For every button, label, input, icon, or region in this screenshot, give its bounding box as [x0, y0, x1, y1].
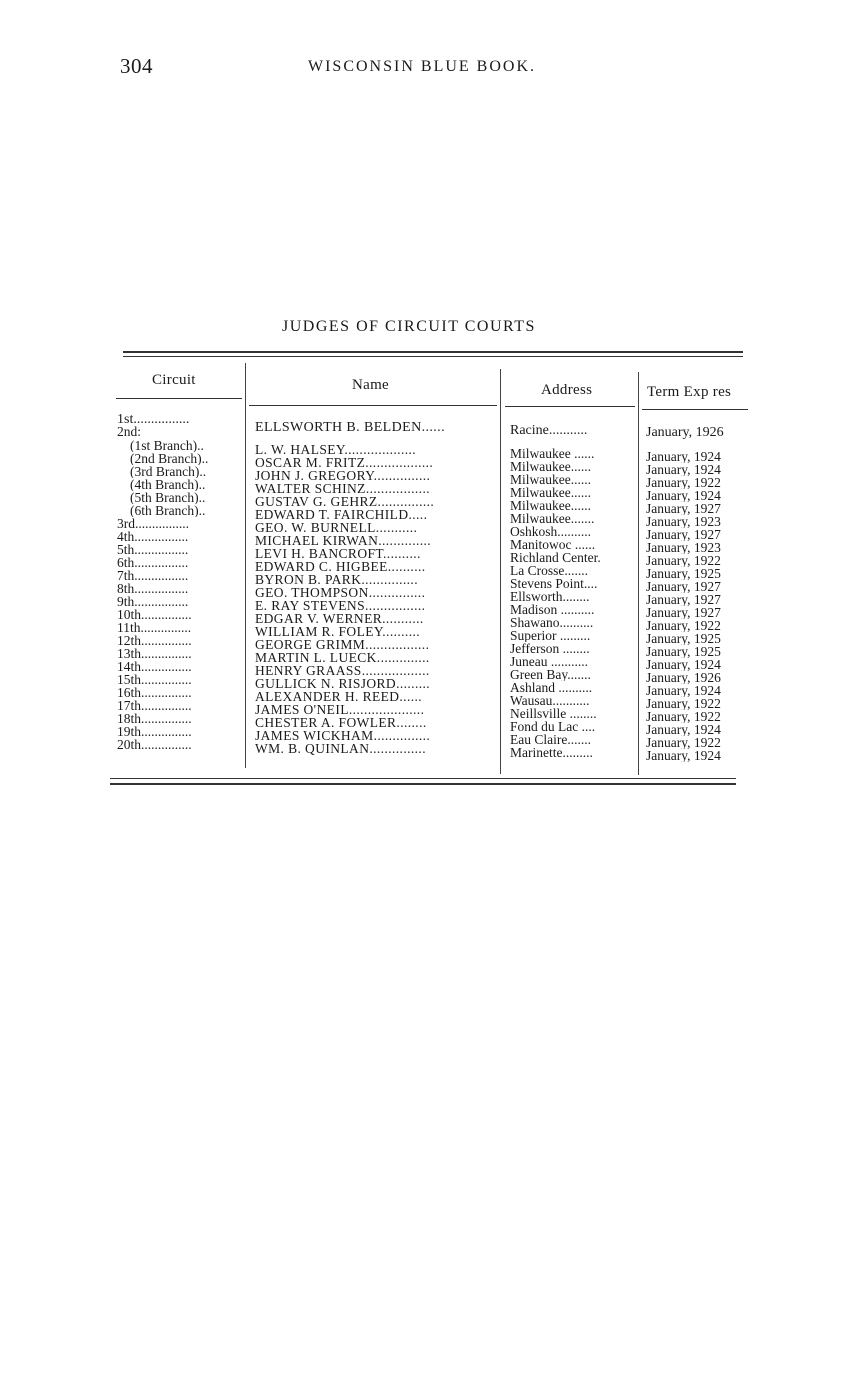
term-cell: January, 1925 — [646, 567, 721, 580]
circuit-cell: 11th............... — [117, 621, 192, 634]
term-cell: January, 1922 — [646, 554, 721, 567]
circuit-cell: 16th............... — [117, 686, 192, 699]
name-cell: ELLSWORTH B. BELDEN...... — [255, 421, 445, 434]
term-cell: January, 1924 — [646, 749, 721, 762]
address-cell: Jefferson ........ — [510, 642, 590, 655]
term-cell: January, 1922 — [646, 736, 721, 749]
name-cell: HENRY GRAASS.................. — [255, 664, 430, 677]
term-cell: January, 1924 — [646, 658, 721, 671]
term-cell: January, 1924 — [646, 489, 721, 502]
term-cell: January, 1927 — [646, 606, 721, 619]
header-underline-circuit — [116, 398, 242, 399]
circuit-cell: (5th Branch).. — [130, 491, 206, 504]
address-cell: Richland Center. — [510, 551, 601, 564]
name-cell: JAMES O'NEIL.................... — [255, 703, 425, 716]
address-cell: Marinette......... — [510, 746, 593, 759]
address-cell: Stevens Point.... — [510, 577, 598, 590]
name-cell: EDWARD C. HIGBEE.......... — [255, 560, 426, 573]
page-number: 304 — [120, 54, 153, 78]
circuit-cell: (1st Branch).. — [130, 439, 204, 452]
term-cell: January, 1922 — [646, 710, 721, 723]
term-cell: January, 1927 — [646, 502, 721, 515]
circuit-cell: 7th................ — [117, 569, 189, 582]
name-cell: WM. B. QUINLAN............... — [255, 742, 426, 755]
circuit-cell: 10th............... — [117, 608, 192, 621]
term-cell: January, 1924 — [646, 723, 721, 736]
term-cell: January, 1927 — [646, 593, 721, 606]
circuit-cell: 8th................ — [117, 582, 189, 595]
table-row — [0, 425, 859, 438]
table-row — [0, 738, 859, 762]
address-cell: Ashland .......... — [510, 681, 593, 694]
circuit-cell: 13th............... — [117, 647, 192, 660]
address-cell: Madison .......... — [510, 603, 595, 616]
address-cell: Ellsworth........ — [510, 590, 590, 603]
address-cell: La Crosse....... — [510, 564, 588, 577]
address-cell: Shawano.......... — [510, 616, 594, 629]
circuit-cell: (3rd Branch).. — [130, 465, 207, 478]
term-cell: January, 1924 — [646, 684, 721, 697]
bottom-rule-secondary — [110, 783, 736, 785]
name-cell: EDGAR V. WERNER........... — [255, 612, 424, 625]
name-cell: GEO. W. BURNELL........... — [255, 521, 418, 534]
circuit-cell: 4th................ — [117, 530, 189, 543]
circuit-cell: 19th............... — [117, 725, 192, 738]
address-cell: Milwaukee....... — [510, 512, 595, 525]
circuit-cell: 20th............... — [117, 738, 192, 751]
column-header-name: Name — [352, 377, 390, 393]
address-cell: Milwaukee...... — [510, 460, 591, 473]
name-cell: GUSTAV G. GEHRZ............... — [255, 495, 435, 508]
circuit-cell: 14th............... — [117, 660, 192, 673]
table-title: JUDGES OF CIRCUIT COURTS — [282, 318, 536, 335]
address-cell: Milwaukee...... — [510, 473, 591, 486]
circuit-cell: 12th............... — [117, 634, 192, 647]
address-cell: Superior ......... — [510, 629, 591, 642]
circuit-cell: 1st................ — [117, 413, 190, 426]
term-cell: January, 1925 — [646, 645, 721, 658]
address-cell: Milwaukee...... — [510, 486, 591, 499]
column-header-address: Address — [541, 382, 593, 398]
term-cell: January, 1923 — [646, 515, 721, 528]
term-cell: January, 1927 — [646, 580, 721, 593]
circuit-cell: 9th................ — [117, 595, 189, 608]
name-cell: GULLICK N. RISJORD......... — [255, 677, 431, 690]
name-cell: BYRON B. PARK............... — [255, 573, 418, 586]
name-cell: JAMES WICKHAM............... — [255, 729, 431, 742]
name-cell: E. RAY STEVENS................ — [255, 599, 426, 612]
address-cell: Eau Claire....... — [510, 733, 591, 746]
term-cell: January, 1926 — [646, 671, 721, 684]
term-cell: January, 1924 — [646, 463, 721, 476]
name-cell: OSCAR M. FRITZ.................. — [255, 456, 434, 469]
circuit-cell: (6th Branch).. — [130, 504, 206, 517]
name-cell: WILLIAM R. FOLEY.......... — [255, 625, 421, 638]
name-cell: L. W. HALSEY................... — [255, 443, 417, 456]
column-header-term: Term Exp res — [647, 384, 732, 400]
address-cell: Wausau........... — [510, 694, 590, 707]
term-cell: January, 1923 — [646, 541, 721, 554]
column-header-circuit: Circuit — [152, 372, 196, 388]
name-cell: CHESTER A. FOWLER........ — [255, 716, 427, 729]
circuit-cell: 3rd................ — [117, 517, 189, 530]
term-cell: January, 1924 — [646, 450, 721, 463]
circuit-cell: 5th................ — [117, 543, 189, 556]
name-cell: ALEXANDER H. REED...... — [255, 690, 423, 703]
address-cell: Neillsville ........ — [510, 707, 597, 720]
name-cell: WALTER SCHINZ................. — [255, 482, 431, 495]
name-cell: JOHN J. GREGORY............... — [255, 469, 431, 482]
term-cell: January, 1925 — [646, 632, 721, 645]
circuit-cell: 18th............... — [117, 712, 192, 725]
term-cell: January, 1922 — [646, 697, 721, 710]
term-cell: January, 1926 — [646, 426, 724, 439]
term-cell: January, 1922 — [646, 476, 721, 489]
address-cell: Oshkosh.......... — [510, 525, 592, 538]
name-cell: MICHAEL KIRWAN.............. — [255, 534, 432, 547]
header-underline-term — [642, 409, 748, 410]
address-cell: Juneau ........... — [510, 655, 588, 668]
name-cell: MARTIN L. LUECK.............. — [255, 651, 430, 664]
bottom-rule — [110, 778, 736, 779]
name-cell: LEVI H. BANCROFT.......... — [255, 547, 421, 560]
header-underline-address — [505, 406, 635, 407]
address-cell: Milwaukee...... — [510, 499, 591, 512]
circuit-cell: 2nd: — [117, 425, 142, 438]
term-cell: January, 1922 — [646, 619, 721, 632]
circuit-cell: (4th Branch).. — [130, 478, 206, 491]
address-cell: Green Bay....... — [510, 668, 591, 681]
top-rule-secondary — [123, 356, 743, 357]
address-cell: Milwaukee ...... — [510, 447, 595, 460]
address-cell: Manitowoc ...... — [510, 538, 596, 551]
circuit-cell: 15th............... — [117, 673, 192, 686]
header-underline-name — [249, 405, 497, 406]
top-rule — [123, 351, 743, 353]
term-cell: January, 1927 — [646, 528, 721, 541]
running-head: WISCONSIN BLUE BOOK. — [308, 58, 536, 75]
circuit-cell: (2nd Branch).. — [130, 452, 209, 465]
address-cell: Fond du Lac .... — [510, 720, 596, 733]
name-cell: GEORGE GRIMM................. — [255, 638, 430, 651]
circuit-cell: 17th............... — [117, 699, 192, 712]
name-cell: GEO. THOMPSON............... — [255, 586, 426, 599]
circuit-cell: 6th................ — [117, 556, 189, 569]
address-cell: Racine........... — [510, 424, 588, 437]
name-cell: EDWARD T. FAIRCHILD..... — [255, 508, 428, 521]
